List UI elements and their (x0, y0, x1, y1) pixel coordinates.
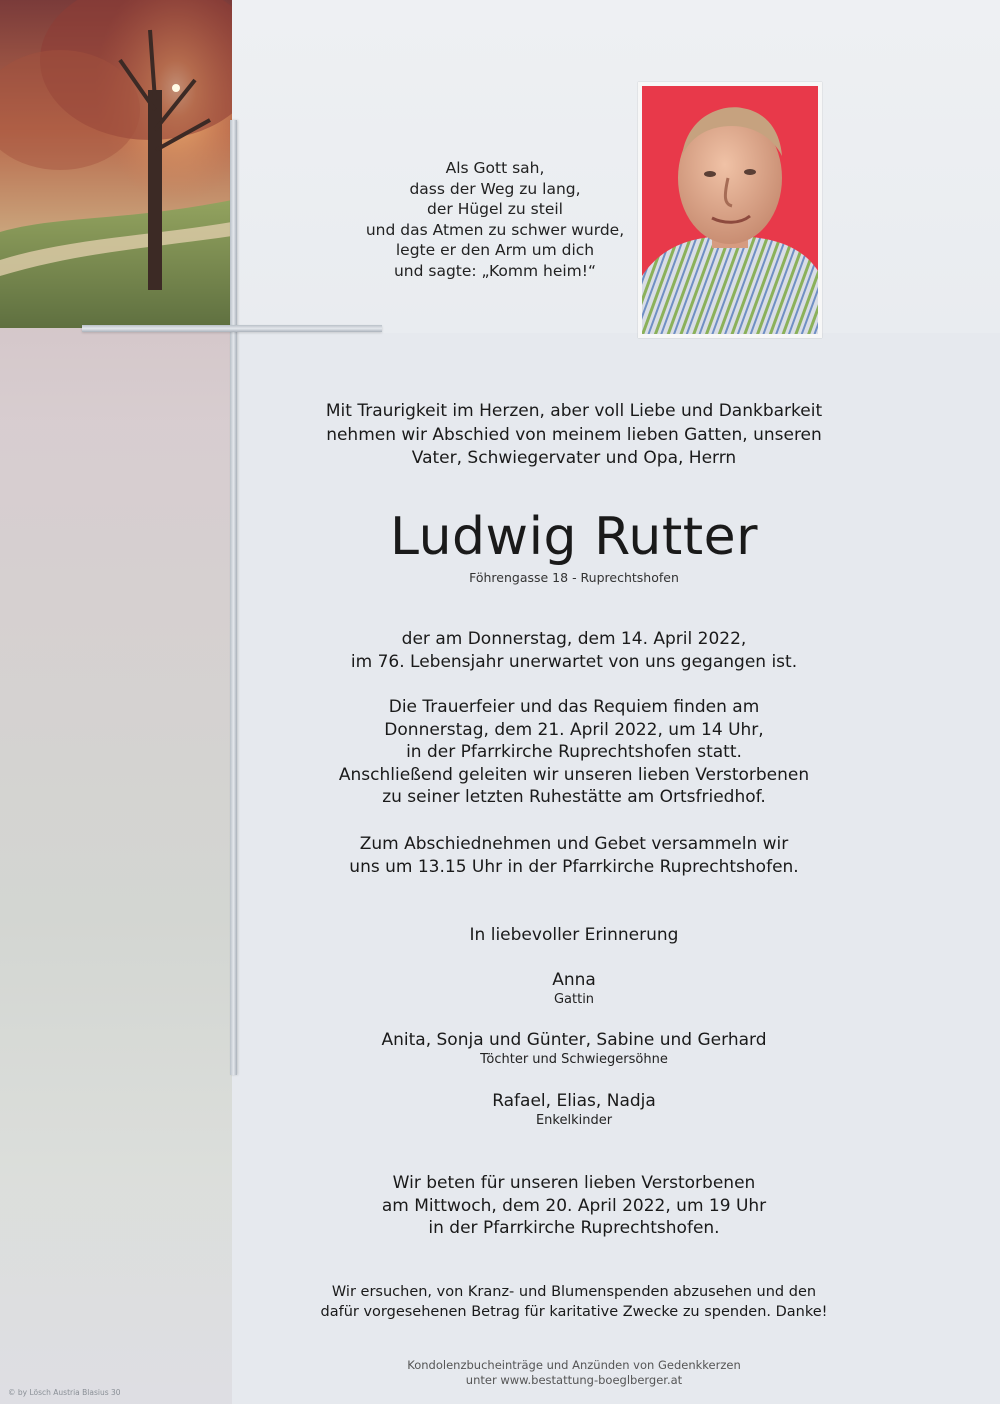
intro-text (312, 400, 836, 471)
condolence-line: Kondolenzbucheinträge und Anzünden von Gedenkkerzen (407, 1358, 741, 1372)
death-line: im 76. Lebensjahr unerwartet von uns gegangen ist. (350, 651, 798, 672)
deceased-name: Ludwig Rutter (390, 507, 758, 567)
memory-heading: In liebevoller Erinnerung (469, 925, 679, 945)
intro-line: nehmen wir Abschied von meinem lieben Gatten, unseren (326, 424, 822, 445)
funeral-service-text (312, 696, 836, 809)
gathering-line: uns um 13.15 Uhr in der Pfarrkirche Ruprechtshofen. (349, 856, 799, 877)
cross-horizontal-bar (82, 325, 382, 332)
family-names: Anna (552, 970, 596, 990)
portrait-photo (638, 82, 822, 338)
family-group (312, 1090, 836, 1129)
poem-line: und das Atmen zu schwer wurde, (365, 220, 625, 239)
poem-line: der Hügel zu steil (427, 200, 563, 219)
cross-vertical-bar (230, 120, 237, 1075)
service-line: in der Pfarrkirche Ruprechtshofen statt. (406, 742, 742, 763)
condolence-link[interactable]: unter www.bestattung-boeglberger.at (465, 1373, 683, 1387)
prayer-line: in der Pfarrkirche Ruprechtshofen. (428, 1218, 720, 1239)
death-line: der am Donnerstag, dem 14. April 2022, (401, 629, 747, 649)
family-names: Anita, Sonja und Günter, Sabine und Gerhard (381, 1030, 767, 1050)
copyright-note: © by Lösch Austria Blasius 30 (8, 1388, 121, 1397)
service-line: zu seiner letzten Ruhestätte am Ortsfriedhof. (382, 787, 766, 808)
request-line: dafür vorgesehenen Betrag für karitative Zwecke zu spenden. Danke! (320, 1304, 828, 1320)
condolence-info (372, 1358, 776, 1388)
service-line: Donnerstag, dem 21. April 2022, um 14 Uhr, (384, 719, 764, 740)
prayer-line: am Mittwoch, dem 20. April 2022, um 19 Uhr (381, 1195, 767, 1216)
family-relation: Enkelkinder (535, 1113, 613, 1128)
deceased-address: Föhrengasse 18 - Ruprechtshofen (469, 570, 679, 585)
intro-line: Mit Traurigkeit im Herzen, aber voll Liebe und Dankbarkeit (325, 401, 823, 421)
family-names: Rafael, Elias, Nadja (492, 1091, 656, 1111)
gathering-text (312, 833, 836, 878)
family-group (312, 1029, 836, 1068)
autumn-tree-image (0, 0, 232, 328)
poem (330, 158, 660, 282)
request-line: Wir ersuchen, von Kranz- und Blumenspenden abzusehen und den (331, 1284, 817, 1300)
poem-line: Als Gott sah, (445, 159, 545, 177)
family-relation: Gattin (553, 992, 595, 1007)
donation-request (292, 1282, 856, 1322)
service-line: Anschließend geleiten wir unseren lieben Verstorbenen (338, 764, 810, 785)
death-notice (312, 628, 836, 673)
poem-line: legte er den Arm um dich (395, 241, 595, 260)
prayer-text (312, 1172, 836, 1240)
poem-line: dass der Weg zu lang, (409, 179, 581, 198)
family-group (312, 969, 836, 1008)
intro-line: Vater, Schwiegervater und Opa, Herrn (411, 448, 737, 468)
gathering-line: Zum Abschiednehmen und Gebet versammeln wir (359, 834, 789, 854)
prayer-line: Wir beten für unseren lieben Verstorbenen (392, 1173, 756, 1193)
family-relation: Töchter und Schwiegersöhne (480, 1052, 668, 1067)
service-line: Die Trauerfeier und das Requiem finden am (388, 697, 760, 717)
poem-line: und sagte: „Komm heim!“ (393, 261, 597, 280)
